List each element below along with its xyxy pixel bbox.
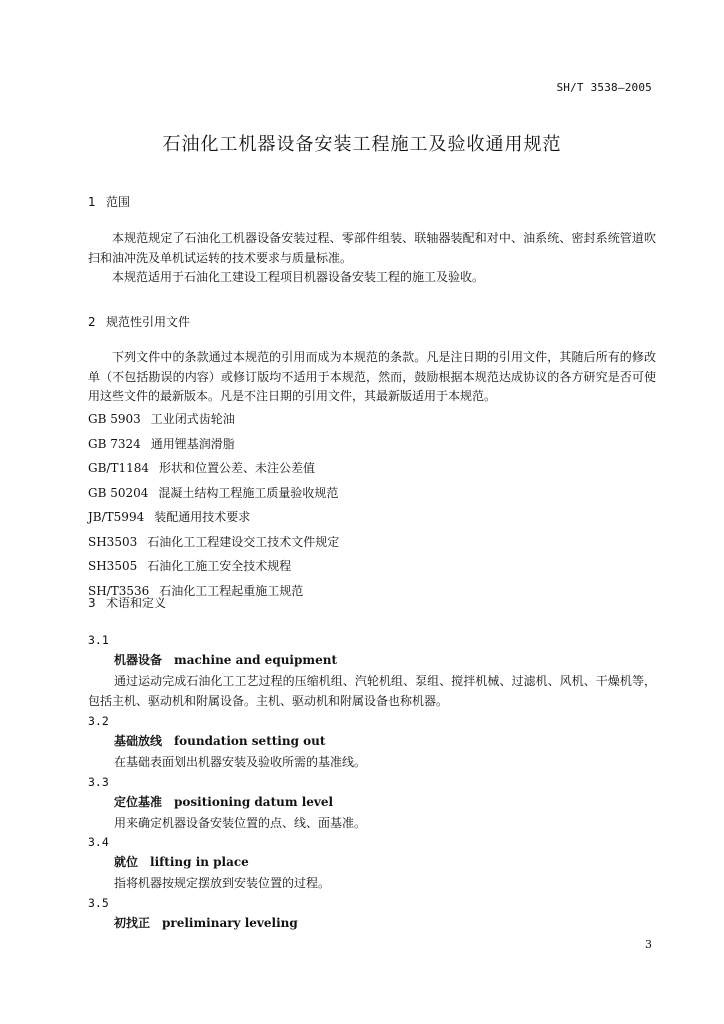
term-en: positioning datum level: [174, 795, 334, 809]
page-number: 3: [645, 938, 652, 951]
term-heading: [114, 650, 656, 671]
term-en: machine and equipment: [174, 653, 337, 667]
reference-item: [88, 409, 339, 434]
clause-number: 3.3: [88, 775, 109, 789]
term-zh: 基础放线: [114, 734, 163, 748]
section-heading-normative: [88, 313, 190, 330]
term-heading: [114, 731, 656, 752]
term-zh: 定位基准: [114, 795, 163, 809]
term-clause: [88, 630, 656, 711]
reference-code: SH3505: [88, 559, 138, 573]
paragraph: 本规范适用于石油化工建设工程项目机器设备安装工程的施工及验收。: [112, 270, 485, 284]
reference-item: [88, 556, 339, 581]
term-clause: [88, 711, 656, 772]
reference-code: GB 50204: [88, 485, 149, 500]
term-definition: 通过运动完成石油化工工艺过程的压缩机组、汽轮机组、泵组、搅拌机械、过滤机、风机、干燥机等，包括主机、驱动机和附属设备。主机、驱动机和附属设备也称机器。: [88, 674, 656, 708]
normative-intro: [88, 348, 656, 407]
clause-number: 3.4: [88, 835, 109, 849]
section-title: 术语和定义: [106, 596, 167, 610]
reference-title: 工业闭式齿轮油: [150, 412, 235, 426]
paragraph: 下列文件中的条款通过本规范的引用而成为本规范的条款。凡是注日期的引用文件，其随后所有的修改单（不包括勘误的内容）或修订版均不适用于本规范，然而，鼓励根据本规范达成协议的各方研究是否可使用这些文件的最新版本。凡是不注日期的引用文件，其最新版适用于本规范。: [88, 350, 656, 403]
reference-code: GB/T1184: [88, 461, 149, 475]
term-zh: 机器设备: [114, 653, 163, 667]
reference-item: [88, 507, 339, 532]
reference-code: SH/T3536: [88, 583, 150, 598]
reference-code: JB/T5994: [88, 510, 145, 524]
reference-title: 通用锂基润滑脂: [150, 436, 235, 451]
reference-code: SH3503: [88, 534, 138, 549]
section-heading-terms: [88, 594, 166, 611]
term-heading: [114, 792, 656, 813]
page-title: 石油化工机器设备安装工程施工及验收通用规范: [162, 134, 562, 155]
term-heading: [114, 852, 656, 873]
term-clause: [88, 772, 656, 833]
term-definition: 指将机器按规定摆放到安装位置的过程。: [114, 876, 331, 890]
term-zh: 就位: [114, 855, 139, 869]
reference-item: [88, 458, 339, 483]
reference-item: [88, 434, 339, 459]
reference-item: [88, 532, 339, 557]
term-en: lifting in place: [150, 855, 249, 869]
section-number: 1: [88, 195, 96, 209]
reference-item: [88, 483, 339, 508]
scope-text: [88, 229, 656, 288]
term-zh: 初找正: [114, 916, 151, 930]
section-heading-scope: [88, 193, 130, 210]
term-definition: 用来确定机器设备安装位置的点、线、面基准。: [114, 816, 367, 830]
section-title: 规范性引用文件: [106, 315, 191, 329]
section-title: 范围: [106, 195, 131, 209]
reference-title: 石油化工工程建设交工技术文件规定: [147, 534, 340, 549]
reference-title: 混凝土结构工程施工质量验收规范: [158, 485, 339, 500]
reference-title: 形状和位置公差、未注公差值: [159, 461, 316, 475]
section-number: 2: [88, 315, 96, 329]
term-heading: [114, 913, 656, 934]
reference-title: 装配通用技术要求: [154, 510, 251, 524]
reference-list: [88, 409, 339, 605]
clause-number: 3.1: [88, 633, 109, 647]
clause-number: 3.2: [88, 714, 109, 728]
reference-code: GB 5903: [88, 412, 141, 426]
standard-code: SH/T 3538—2005: [556, 81, 652, 94]
term-en: foundation setting out: [174, 734, 326, 748]
reference-code: GB 7324: [88, 436, 141, 451]
section-number: 3: [88, 596, 96, 610]
reference-title: 石油化工工程起重施工规范: [159, 583, 304, 598]
term-en: preliminary leveling: [162, 916, 298, 930]
clause-number: 3.5: [88, 896, 109, 910]
term-definition: 在基础表面划出机器安装及验收所需的基准线。: [114, 755, 367, 769]
term-clause: [88, 893, 656, 934]
reference-title: 石油化工施工安全技术规程: [147, 559, 292, 573]
paragraph: 本规范规定了石油化工机器设备安装过程、零部件组装、联轴器装配和对中、油系统、密封系统管道吹扫和油冲洗及单机试运转的技术要求与质量标准。: [88, 231, 656, 265]
term-clause: [88, 832, 656, 893]
